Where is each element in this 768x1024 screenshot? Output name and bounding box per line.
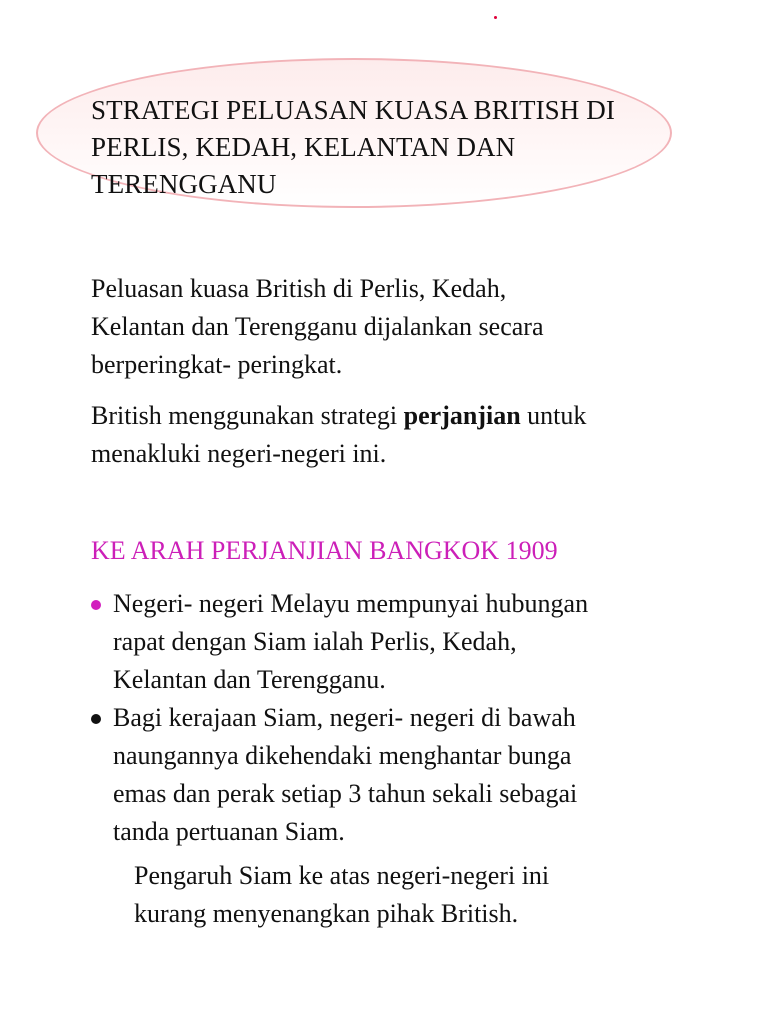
text-line: Pengaruh Siam ke atas negeri-negeri ini bbox=[134, 861, 550, 890]
text-line: Kelantan dan Terengganu dijalankan secara bbox=[91, 312, 544, 341]
slide-title bbox=[91, 92, 711, 203]
title-line: TERENGGANU bbox=[91, 169, 277, 199]
text-line: naungannya dikehendaki menghantar bunga bbox=[113, 741, 572, 770]
bullet-list bbox=[91, 585, 751, 851]
text-run: British menggunakan strategi bbox=[91, 401, 404, 430]
text-line: menakluki negeri-negeri ini. bbox=[91, 439, 387, 468]
text-line bbox=[91, 397, 731, 435]
text-line: Bagi kerajaan Siam, negeri- negeri di bawah bbox=[113, 703, 576, 732]
intro-paragraph-1 bbox=[91, 270, 731, 384]
text-line: emas dan perak setiap 3 tahun sekali sebagai bbox=[113, 779, 578, 808]
text-line: Kelantan dan Terengganu. bbox=[113, 665, 386, 694]
text-line: berperingkat- peringkat. bbox=[91, 350, 343, 379]
text-line: Negeri- negeri Melayu mempunyai hubungan bbox=[113, 589, 589, 618]
text-line: kurang menyenangkan pihak British. bbox=[134, 899, 519, 928]
list-item bbox=[91, 585, 751, 699]
title-line: PERLIS, KEDAH, KELANTAN DAN bbox=[91, 132, 516, 162]
bullet-dot-icon bbox=[91, 714, 101, 724]
text-line: Peluasan kuasa British di Perlis, Kedah, bbox=[91, 274, 507, 303]
intro-paragraph-2 bbox=[91, 397, 731, 473]
bullet-dot-icon bbox=[91, 600, 101, 610]
text-run: untuk bbox=[520, 401, 587, 430]
section-heading: KE ARAH PERJANJIAN BANGKOK 1909 bbox=[91, 536, 558, 565]
text-line: tanda pertuanan Siam. bbox=[113, 817, 345, 846]
text-line: rapat dengan Siam ialah Perlis, Kedah, bbox=[113, 627, 517, 656]
bold-term: perjanjian bbox=[403, 401, 521, 430]
title-line: STRATEGI PELUASAN KUASA BRITISH DI bbox=[91, 95, 615, 125]
note-paragraph bbox=[134, 857, 734, 933]
decorative-dot bbox=[494, 16, 497, 19]
list-item bbox=[91, 699, 751, 851]
